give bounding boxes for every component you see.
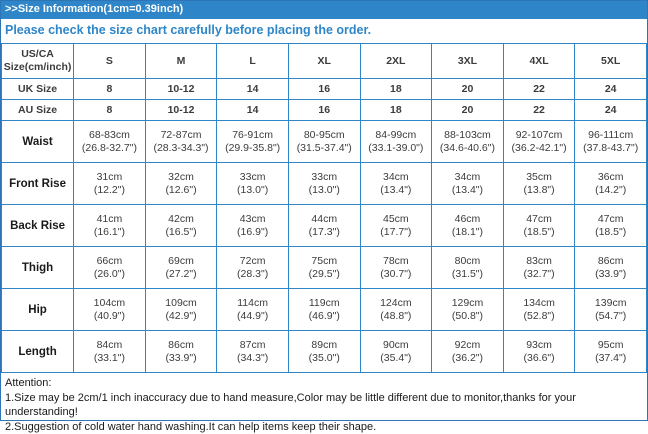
table-row [2,331,647,373]
cell-cm: 32cm [146,171,217,184]
cell-cm: 41cm [74,213,145,226]
cell-inch: (13.8") [504,184,575,197]
table-header-size: 4XL [503,44,575,79]
cell-cm: 31cm [74,171,145,184]
table-cell: 8 [74,100,146,121]
table-header-size: XL [288,44,360,79]
table-cell [217,289,289,331]
cell-cm: 95cm [575,339,646,352]
cell-cm: 88-103cm [432,129,503,142]
cell-cm: 114cm [217,297,288,310]
cell-cm: 87cm [217,339,288,352]
table-cell [145,289,217,331]
table-cell [360,331,432,373]
cell-inch: (16.1") [74,226,145,239]
cell-inch: (27.2") [146,268,217,281]
cell-cm: 86cm [575,255,646,268]
cell-inch: (48.8") [361,310,432,323]
cell-cm: 75cm [289,255,360,268]
cell-inch: (36.2-42.1") [504,142,575,155]
table-cell [575,247,647,289]
cell-cm: 43cm [217,213,288,226]
cell-inch: (30.7") [361,268,432,281]
cell-inch: (54.7") [575,310,646,323]
cell-cm: 34cm [361,171,432,184]
cell-inch: (16.5") [146,226,217,239]
table-cell [217,205,289,247]
footer-notes [1,373,647,434]
table-cell [503,331,575,373]
table-cell [575,121,647,163]
footer-note-1: 1.Size may be 2cm/1 inch inaccuracy due to hand measure,Color may be little different due to monitor,thanks for your understanding! [5,391,643,420]
table-cell [74,331,146,373]
table-cell: 16 [288,100,360,121]
table-cell: 22 [503,79,575,100]
cell-inch: (50.8") [432,310,503,323]
cell-inch: (52.8") [504,310,575,323]
table-cell [360,205,432,247]
table-cell [288,331,360,373]
cell-cm: 119cm [289,297,360,310]
cell-inch: (29.9-35.8") [217,142,288,155]
cell-inch: (18.5") [575,226,646,239]
cell-inch: (13.4") [432,184,503,197]
table-cell [74,205,146,247]
cell-cm: 139cm [575,297,646,310]
cell-cm: 69cm [146,255,217,268]
cell-cm: 109cm [146,297,217,310]
table-header-size: M [145,44,217,79]
row-label: Waist [2,121,74,163]
table-cell [288,247,360,289]
cell-inch: (33.1-39.0") [361,142,432,155]
table-cell [432,331,504,373]
cell-inch: (36.2") [432,352,503,365]
cell-cm: 89cm [289,339,360,352]
table-row [2,79,647,100]
corner-label-line1: US/CA [2,48,73,61]
table-row [2,121,647,163]
table-cell [503,163,575,205]
table-cell [432,247,504,289]
cell-cm: 33cm [289,171,360,184]
cell-inch: (42.9") [146,310,217,323]
table-cell [288,163,360,205]
table-cell [503,205,575,247]
table-cell [575,331,647,373]
table-cell [360,247,432,289]
cell-inch: (29.5") [289,268,360,281]
cell-inch: (34.6-40.6") [432,142,503,155]
cell-cm: 134cm [504,297,575,310]
cell-cm: 45cm [361,213,432,226]
cell-cm: 84cm [74,339,145,352]
table-row [2,163,647,205]
table-cell: 22 [503,100,575,121]
cell-cm: 124cm [361,297,432,310]
table-cell [575,163,647,205]
cell-cm: 47cm [575,213,646,226]
cell-inch: (37.8-43.7") [575,142,646,155]
cell-cm: 76-91cm [217,129,288,142]
row-label: UK Size [2,79,74,100]
cell-cm: 42cm [146,213,217,226]
cell-cm: 33cm [217,171,288,184]
cell-inch: (34.3") [217,352,288,365]
table-cell [74,121,146,163]
table-cell [288,289,360,331]
cell-inch: (35.4") [361,352,432,365]
cell-inch: (12.6") [146,184,217,197]
table-header-size: 3XL [432,44,504,79]
cell-inch: (36.6") [504,352,575,365]
table-cell: 24 [575,100,647,121]
cell-cm: 72cm [217,255,288,268]
cell-inch: (14.2") [575,184,646,197]
cell-cm: 92-107cm [504,129,575,142]
cell-inch: (28.3-34.3") [146,142,217,155]
cell-cm: 129cm [432,297,503,310]
table-cell [360,289,432,331]
row-label: Back Rise [2,205,74,247]
cell-inch: (33.9") [575,268,646,281]
table-cell: 14 [217,79,289,100]
table-cell [503,121,575,163]
cell-inch: (28.3") [217,268,288,281]
footer-attention: Attention: [5,376,643,391]
table-cell: 14 [217,100,289,121]
cell-cm: 86cm [146,339,217,352]
table-cell [217,331,289,373]
cell-cm: 44cm [289,213,360,226]
table-cell: 20 [432,100,504,121]
cell-inch: (18.1") [432,226,503,239]
table-corner-label [2,44,74,79]
table-cell [145,163,217,205]
table-cell: 24 [575,79,647,100]
cell-cm: 96-111cm [575,129,646,142]
cell-inch: (13.0") [217,184,288,197]
corner-label-line2: Size(cm/inch) [2,61,73,74]
cell-cm: 92cm [432,339,503,352]
table-cell [360,121,432,163]
table-cell [432,289,504,331]
row-label: AU Size [2,100,74,121]
footer-note-2: 2.Suggestion of cold water hand washing.It can help items keep their shape. [5,420,643,434]
cell-inch: (17.3") [289,226,360,239]
table-cell [74,247,146,289]
table-header-size: S [74,44,146,79]
size-information-banner: >>Size Information(1cm=0.39inch) [1,1,647,19]
table-cell: 16 [288,79,360,100]
table-cell [74,289,146,331]
cell-inch: (13.0") [289,184,360,197]
cell-cm: 34cm [432,171,503,184]
cell-inch: (40.9") [74,310,145,323]
row-label: Hip [2,289,74,331]
row-label: Thigh [2,247,74,289]
cell-inch: (12.2") [74,184,145,197]
table-cell [145,205,217,247]
table-header-size: 2XL [360,44,432,79]
table-row [2,205,647,247]
cell-cm: 83cm [504,255,575,268]
cell-inch: (37.4") [575,352,646,365]
table-cell: 10-12 [145,100,217,121]
table-cell: 18 [360,100,432,121]
cell-cm: 46cm [432,213,503,226]
cell-inch: (26.8-32.7") [74,142,145,155]
table-cell [575,205,647,247]
cell-inch: (33.9") [146,352,217,365]
cell-inch: (31.5-37.4") [289,142,360,155]
table-cell [145,121,217,163]
table-row [2,289,647,331]
cell-cm: 66cm [74,255,145,268]
cell-cm: 35cm [504,171,575,184]
table-cell [145,247,217,289]
table-cell [217,121,289,163]
table-header-size: 5XL [575,44,647,79]
size-chart-table [1,43,647,373]
cell-inch: (13.4") [361,184,432,197]
cell-cm: 68-83cm [74,129,145,142]
table-cell [503,289,575,331]
cell-cm: 36cm [575,171,646,184]
cell-inch: (26.0") [74,268,145,281]
table-cell [432,163,504,205]
table-cell [288,121,360,163]
cell-cm: 93cm [504,339,575,352]
table-cell [503,247,575,289]
cell-inch: (18.5") [504,226,575,239]
cell-cm: 104cm [74,297,145,310]
table-header-row [2,44,647,79]
table-cell [145,331,217,373]
cell-cm: 47cm [504,213,575,226]
cell-cm: 72-87cm [146,129,217,142]
table-cell: 18 [360,79,432,100]
cell-inch: (17.7") [361,226,432,239]
size-chart-instruction: Please check the size chart carefully before placing the order. [1,19,647,43]
cell-inch: (31.5") [432,268,503,281]
table-cell: 20 [432,79,504,100]
table-cell [74,163,146,205]
table-header-size: L [217,44,289,79]
table-cell [288,205,360,247]
table-cell [217,247,289,289]
table-cell [360,163,432,205]
table-cell [432,121,504,163]
table-cell: 8 [74,79,146,100]
table-cell [432,205,504,247]
table-cell [217,163,289,205]
cell-inch: (16.9") [217,226,288,239]
row-label: Front Rise [2,163,74,205]
table-cell: 10-12 [145,79,217,100]
cell-cm: 78cm [361,255,432,268]
row-label: Length [2,331,74,373]
cell-inch: (44.9") [217,310,288,323]
cell-inch: (32.7") [504,268,575,281]
table-row [2,100,647,121]
cell-cm: 90cm [361,339,432,352]
table-cell [575,289,647,331]
table-row [2,247,647,289]
cell-cm: 80cm [432,255,503,268]
cell-cm: 80-95cm [289,129,360,142]
cell-inch: (33.1") [74,352,145,365]
cell-inch: (35.0") [289,352,360,365]
cell-inch: (46.9") [289,310,360,323]
cell-cm: 84-99cm [361,129,432,142]
